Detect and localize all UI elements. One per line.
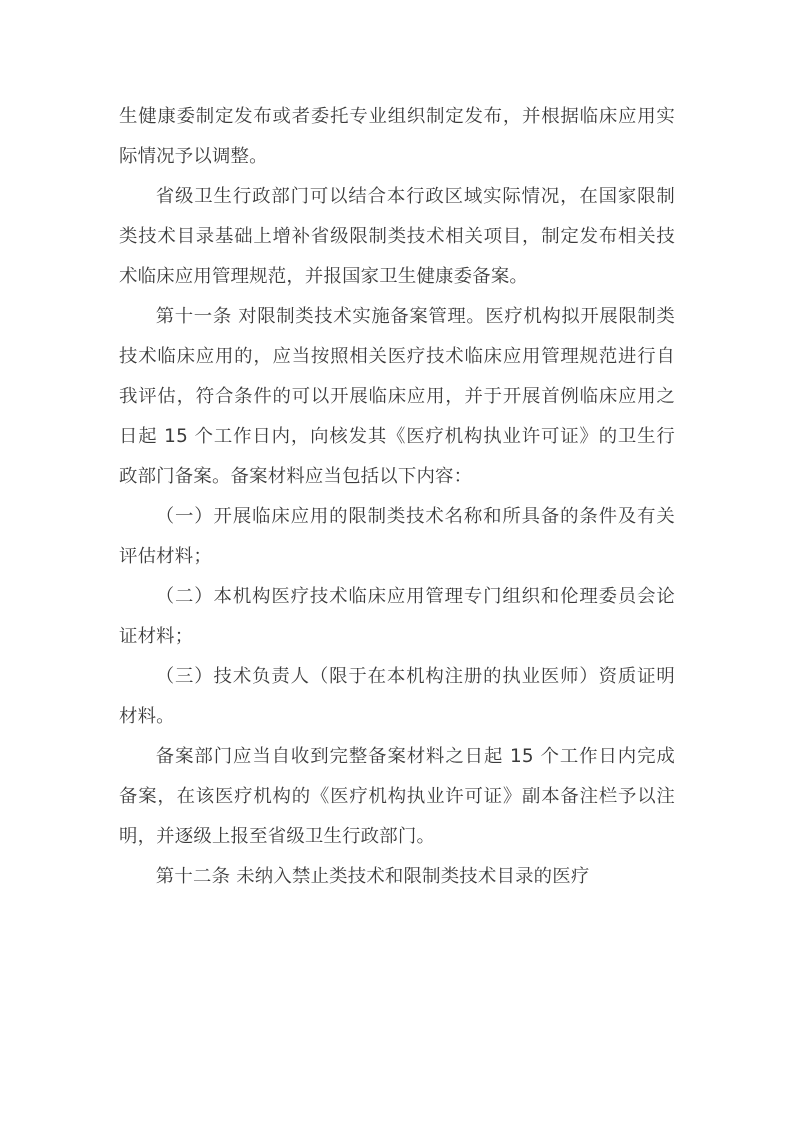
paragraph-article-11: 第十一条 对限制类技术实施备案管理。医疗机构拟开展限制类技术临床应用的，应当按照相关医疗技术临床应用管理规范进行自我评估，符合条件的可以开展临床应用，并于开展首例临床应用之日起 15 个工作日内，向核发其《医疗机构执业许可证》的卫生行政部门备案。备案材料应当包括以下内容： bbox=[119, 306, 675, 487]
paragraph-continuation: 生健康委制定发布或者委托专业组织制定发布，并根据临床应用实际情况予以调整。 bbox=[119, 106, 675, 167]
list-item-3: （三）技术负责人（限于在本机构注册的执业医师）资质证明材料。 bbox=[119, 666, 675, 727]
paragraph-filing-department: 备案部门应当自收到完整备案材料之日起 15 个工作日内完成备案，在该医疗机构的《医疗机构执业许可证》副本备注栏予以注明，并逐级上报至省级卫生行政部门。 bbox=[119, 746, 675, 847]
list-item-1: （一）开展临床应用的限制类技术名称和所具备的条件及有关评估材料； bbox=[119, 506, 675, 567]
list-item-2: （二）本机构医疗技术临床应用管理专门组织和伦理委员会论证材料； bbox=[119, 586, 675, 647]
document-body bbox=[119, 97, 675, 897]
paragraph-article-12: 第十二条 未纳入禁止类技术和限制类技术目录的医疗 bbox=[155, 866, 590, 887]
paragraph-provincial-supplement: 省级卫生行政部门可以结合本行政区域实际情况，在国家限制类技术目录基础上增补省级限制类技术相关项目，制定发布相关技术临床应用管理规范，并报国家卫生健康委备案。 bbox=[119, 186, 675, 287]
